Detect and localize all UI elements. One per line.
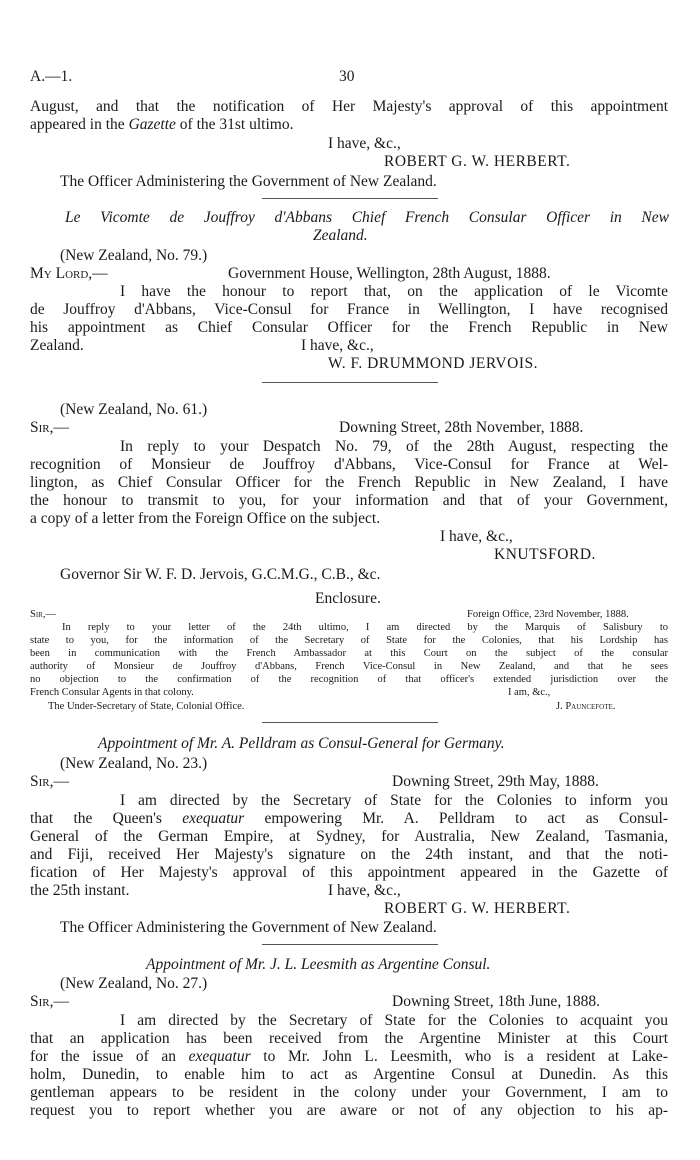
enclosure-heading: Enclosure. bbox=[315, 590, 381, 607]
sec2-despatch-ref: (New Zealand, No. 79.) bbox=[60, 247, 208, 264]
sec3-salutation: Sir,— bbox=[30, 419, 69, 436]
sec4-closing: I have, &c., bbox=[328, 882, 401, 899]
divider bbox=[262, 722, 438, 723]
sec5-body-line: I am directed by the Secretary of State for the Colonies to acquaint you bbox=[120, 1012, 668, 1029]
sec3-closing: I have, &c., bbox=[440, 528, 513, 545]
enclosure-signature: J. Pauncefote. bbox=[556, 701, 616, 712]
sec1-line: appeared in the Gazette of the 31st ultimo. bbox=[30, 116, 294, 133]
enclosure-body-line: been in communication with the French Ambassador at this Court on the subject of the consular bbox=[30, 648, 668, 659]
sec5-place-date: Downing Street, 18th June, 1888. bbox=[392, 993, 600, 1010]
sec3-signature: KNUTSFORD. bbox=[494, 546, 596, 563]
sec4-body-line: the 25th instant. bbox=[30, 882, 130, 899]
sec3-body-line: lington, as Chief Consular Officer for the French Republic in New Zealand, I have bbox=[30, 474, 668, 491]
page-number: 30 bbox=[339, 68, 355, 85]
sec4-place-date: Downing Street, 29th May, 1888. bbox=[392, 773, 599, 790]
sec2-title-cont: Zealand. bbox=[313, 227, 368, 244]
document-ref: A.—1. bbox=[30, 68, 73, 85]
sec2-body-line: Zealand. bbox=[30, 337, 84, 354]
sec4-body-line: General of the German Empire, at Sydney, for Australia, New Zealand, Tasmania, bbox=[30, 828, 668, 845]
sec2-title: Le Vicomte de Jouffroy d'Abbans Chief French Consular Officer in New bbox=[65, 209, 669, 226]
sec4-addressee: The Officer Administering the Government of New Zealand. bbox=[60, 919, 437, 936]
sec5-body-line: holm, Dunedin, to enable him to act as Argentine Consul at Dunedin. As this bbox=[30, 1066, 668, 1083]
sec4-signature: ROBERT G. W. HERBERT. bbox=[384, 900, 571, 917]
sec3-addressee: Governor Sir W. F. D. Jervois, G.C.M.G., C.B., &c. bbox=[60, 566, 381, 583]
sec3-body-line: In reply to your Despatch No. 79, of the 28th August, respecting the bbox=[120, 438, 668, 455]
divider bbox=[262, 944, 438, 945]
sec4-body-line: that the Queen's exequatur empowering Mr. A. Pelldram to act as Consul- bbox=[30, 810, 668, 827]
sec1-closing: I have, &c., bbox=[328, 135, 401, 152]
sec5-despatch-ref: (New Zealand, No. 27.) bbox=[60, 975, 208, 992]
enclosure-body-line: state to you, for the information of the Secretary of State for the Colonies, that his Lordship has bbox=[30, 635, 668, 646]
sec5-body-line: gentleman appears to be resident in the colony under your Government, I am to bbox=[30, 1084, 668, 1101]
sec5-body-line: that an application has been received from the Argentine Minister at this Court bbox=[30, 1030, 668, 1047]
enclosure-body-line: no objection to the confirmation of the recognition of that officer's extended jurisdiction over the bbox=[30, 674, 668, 685]
sec3-body-line: recognition of Monsieur de Jouffroy d'Abbans, Vice-Consul for France at Wel- bbox=[30, 456, 668, 473]
enclosure-body-line: authority of Monsieur de Jouffroy d'Abbans, French Vice-Consul in New Zealand, and that he sees bbox=[30, 661, 668, 672]
enclosure-body-line: French Consular Agents in that colony. bbox=[30, 687, 194, 698]
sec5-body-line: for the issue of an exequatur to Mr. John L. Leesmith, who is a resident at Lake- bbox=[30, 1048, 668, 1065]
sec2-signature: W. F. DRUMMOND JERVOIS. bbox=[328, 355, 538, 372]
sec3-despatch-ref: (New Zealand, No. 61.) bbox=[60, 401, 208, 418]
sec4-body-line: fication of Her Majesty's approval of this appointment appeared in the Gazette of bbox=[30, 864, 668, 881]
sec2-body-line: de Jouffroy d'Abbans, Vice-Consul for France in Wellington, I have recognised bbox=[30, 301, 668, 318]
sec2-place-date: Government House, Wellington, 28th August, 1888. bbox=[228, 265, 551, 282]
sec2-body-line: his appointment as Chief Consular Officer for the French Republic in New bbox=[30, 319, 668, 336]
enclosure-salutation: Sir,— bbox=[30, 609, 56, 620]
enclosure-addressee: The Under-Secretary of State, Colonial Office. bbox=[48, 701, 245, 712]
sec3-body-line: the honour to transmit to you, for your information and that of your Government, bbox=[30, 492, 668, 509]
sec5-title: Appointment of Mr. J. L. Leesmith as Argentine Consul. bbox=[146, 956, 491, 973]
sec2-salutation: My Lord,— bbox=[30, 265, 108, 282]
sec4-body-line: and Fiji, received Her Majesty's signature on the 24th instant, and that the noti- bbox=[30, 846, 668, 863]
sec3-body-line: a copy of a letter from the Foreign Office on the subject. bbox=[30, 510, 381, 527]
sec2-closing: I have, &c., bbox=[301, 337, 374, 354]
sec1-line: August, and that the notification of Her Majesty's approval of this appointment bbox=[30, 98, 668, 115]
sec3-place-date: Downing Street, 28th November, 1888. bbox=[339, 419, 584, 436]
enclosure-place-date: Foreign Office, 23rd November, 1888. bbox=[467, 609, 629, 620]
sec4-despatch-ref: (New Zealand, No. 23.) bbox=[60, 755, 208, 772]
sec1-addressee: The Officer Administering the Government of New Zealand. bbox=[60, 173, 437, 190]
sec1-signature: ROBERT G. W. HERBERT. bbox=[384, 153, 571, 170]
enclosure-closing: I am, &c., bbox=[508, 687, 551, 698]
sec4-salutation: Sir,— bbox=[30, 773, 69, 790]
sec4-title: Appointment of Mr. A. Pelldram as Consul-General for Germany. bbox=[98, 735, 505, 752]
enclosure-body-line: In reply to your letter of the 24th ultimo, I am directed by the Marquis of Salisbury to bbox=[62, 622, 668, 633]
sec5-salutation: Sir,— bbox=[30, 993, 69, 1010]
sec5-body-line: request you to report whether you are aware or not of any objection to his ap- bbox=[30, 1102, 668, 1119]
divider bbox=[262, 198, 438, 199]
sec2-body-line: I have the honour to report that, on the application of le Vicomte bbox=[120, 283, 668, 300]
divider bbox=[262, 382, 438, 383]
sec4-body-line: I am directed by the Secretary of State for the Colonies to inform you bbox=[120, 792, 668, 809]
